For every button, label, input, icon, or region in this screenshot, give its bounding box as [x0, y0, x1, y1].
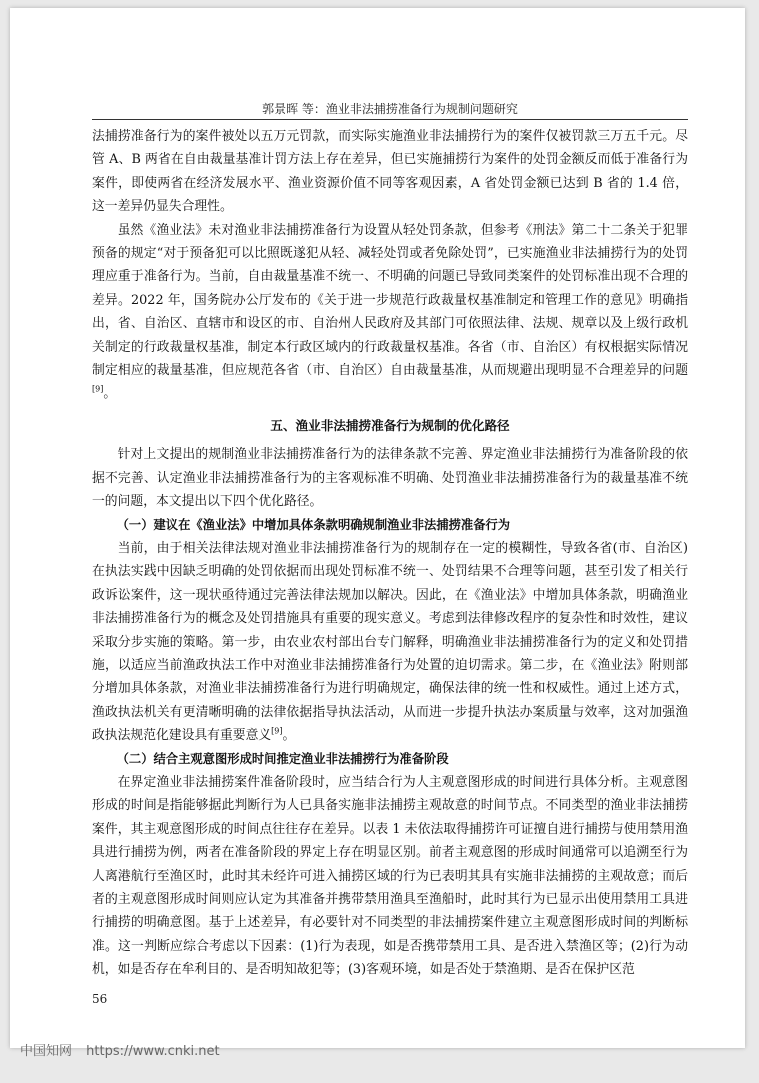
cnki-url[interactable]: https://www.cnki.net — [86, 1044, 220, 1059]
paragraph-5: 在界定渔业非法捕捞案件准备阶段时，应当结合行为人主观意图形成的时间进行具体分析。主观意图形成的时间是指能够据此判断行为人已具备实施非法捕捞主观故意的时间节点。不同类型的渔业非法捕捞案件，其主观意图形成的时间点往往存在差异。以表 1 未依法取得捕捞许可证擅自进行捕捞与使用禁用渔具进行捕捞为例，两者在准备阶段的界定上存在明显区别。前者主观意图的形成时间通常可以追溯至行为人离港航行至渔区时，此时其未经许可进入捕捞区域的行为已表明其具有实施非法捕捞的主观故意；而后者的主观意图形成时间则应认定为其准备并携带禁用渔具至渔船时，此时其行为已显示出使用禁用工具进行捕捞的明确意图。基于上述差异，有必要针对不同类型的非法捕捞案件建立主观意图形成时间的判断标准。这一判断应综合考虑以下因素：(1)行为表现，如是否携带禁用工具、是否进入禁渔区等；(2)行为动机，如是否存在牟利目的、是否明知故犯等；(3)客观环境，如是否处于禁渔期、是否在保护区范 — [92, 774, 688, 978]
paragraph-2-text: 虽然《渔业法》未对渔业非法捕捞准备行为设置从轻处罚条款，但参考《刑法》第二十二条关于犯罪预备的规定“对于预备犯可以比照既遂犯从轻、减轻处罚或者免除处罚”，已实施渔业非法捕捞行为的处罚理应重于准备行为。当前，自由裁量基准不统一、不明确的问题已导致同类案件的处罚标准出现不合理的差异。2022 年，国务院办公厅发布的《关于进一步规范行政裁量权基准制定和管理工作的意见》明确指出，省、自治区、直辖市和设区的市、自治州人民政府及其部门可依照法律、法规、规章以及上级行政机关制定的行政裁量权基准，制定本行政区域内的行政裁量权基准。各省（市、自治区）有权根据实际情况制定相应的裁量基准，但应规范各省（市、自治区）自由裁量基准，从而规避出现明显不合理差异的问题 — [92, 222, 688, 379]
paragraph-2 — [92, 219, 688, 406]
paragraph-4-end: 。 — [282, 728, 296, 744]
paper-page — [10, 8, 745, 1048]
cnki-footer — [20, 1040, 230, 1059]
page-number: 56 — [92, 992, 108, 1006]
subsection-heading-2: （二）结合主观意图形成时间推定渔业非法捕捞行为准备阶段 — [116, 751, 449, 766]
citation-ref: [9] — [92, 385, 104, 395]
paragraph-4-text: 当前，由于相关法律法规对渔业非法捕捞准备行为的规制存在一定的模糊性，导致各省(市、自治区)在执法实践中因缺乏明确的处罚依据而出现处罚标准不统一、处罚结果不合理等问题，甚至引发了相关行政诉讼案件，这一现状亟待通过完善法律法规加以解决。因此，在《渔业法》中增加具体条款，明确渔业非法捕捞准备行为的概念及处罚措施具有重要的现实意义。考虑到法律修改程序的复杂性和时效性，建议采取分步实施的策略。第一步，由农业农村部出台专门解释，明确渔业非法捕捞准备行为的定义和处罚措施，以适应当前渔政执法工作中对渔业非法捕捞准备行为处置的迫切需求。第二步，在《渔业法》附则部分增加具体条款，对渔业非法捕捞准备行为进行明确规定，确保法律的统一性和权威性。通过上述方式，渔政执法机关有更清晰明确的法律依据指导执法活动，从而进一步提升执法办案质量与效率，这对加强渔政执法规范化建设具有重要意义 — [92, 540, 688, 744]
paragraph-3: 针对上文提出的规制渔业非法捕捞准备行为的法律条款不完善、界定渔业非法捕捞行为准备阶段的依据不完善、认定渔业非法捕捞准备行为的主客观标准不明确、处罚渔业非法捕捞准备行为的裁量基准不统一的问题，本文提出以下四个优化路径。 — [92, 447, 688, 510]
subsection-heading-1: （一）建议在《渔业法》中增加具体条款明确规制渔业非法捕捞准备行为 — [116, 517, 511, 532]
section-heading: 五、渔业非法捕捞准备行为规制的优化路径 — [270, 417, 510, 433]
article-body — [92, 125, 688, 982]
running-header: 郭景晖 等：渔业非法捕捞准备行为规制问题研究 — [262, 102, 518, 116]
header-rule — [92, 119, 688, 120]
paragraph-2-end: 。 — [103, 386, 117, 402]
citation-ref: [9] — [271, 726, 283, 736]
cnki-brand: 中国知网 — [20, 1044, 73, 1059]
paragraph-1: 法捕捞准备行为的案件被处以五万元罚款，而实际实施渔业非法捕捞行为的案件仅被罚款三万五千元。尽管 A、B 两省在自由裁量基准计罚方法上存在差异，但已实施捕捞行为案件的处罚金额反而低于准备行为案件，即使两省在经济发展水平、渔业资源价值不同等客观因素，A 省处罚金额已达到 B 省的 1.4 倍，这一差异仍显失合理性。 — [92, 129, 688, 215]
paragraph-4 — [92, 537, 688, 748]
